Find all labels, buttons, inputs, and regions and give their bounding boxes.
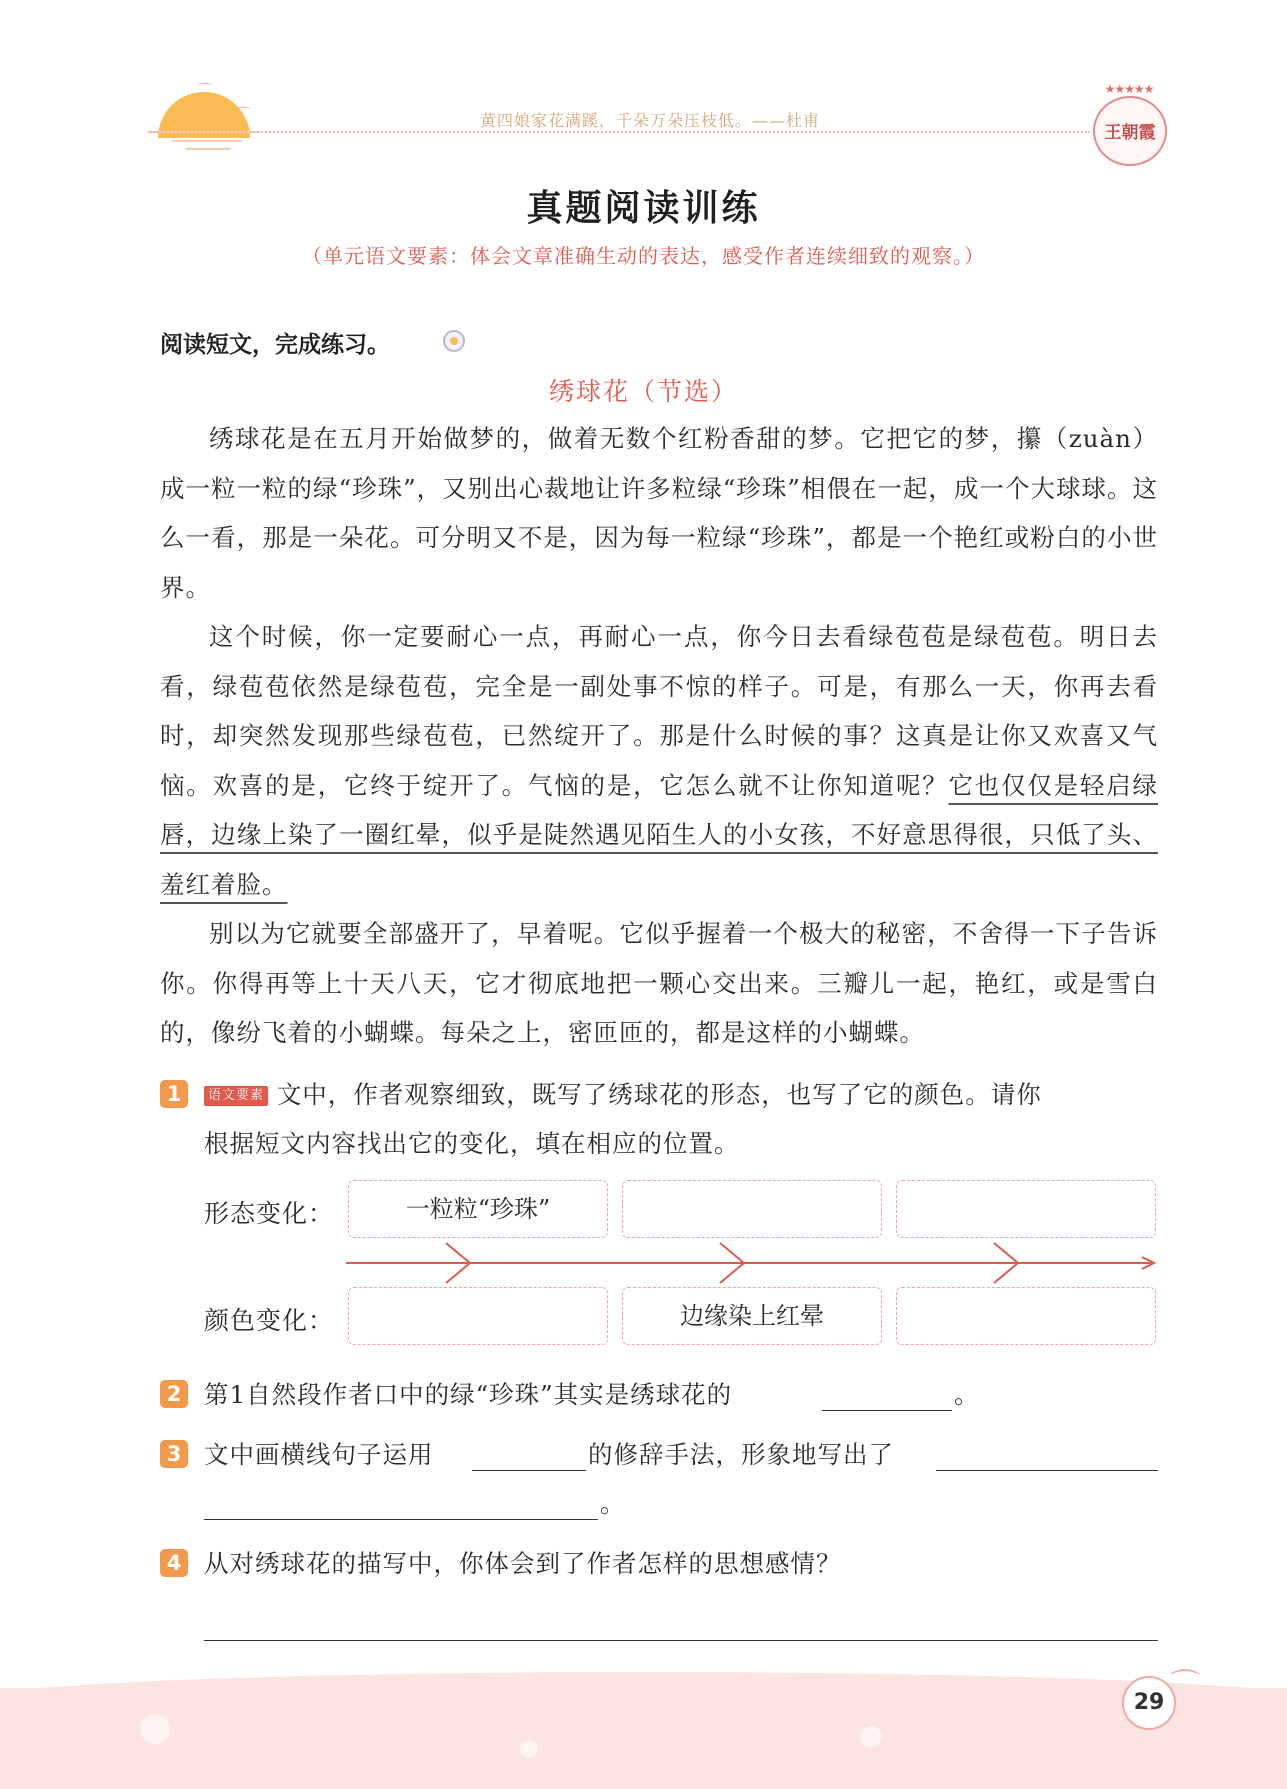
- page-subtitle: （单元语文要素：体会文章准确生动的表达，感受作者连续细致的观察。）: [302, 244, 985, 268]
- teacher-stamp: [1085, 82, 1173, 166]
- question-4-text: 从对绣球花的描写中，你体会到了作者怎样的思想感情？: [204, 1549, 842, 1578]
- color-box-3[interactable]: [896, 1287, 1156, 1345]
- element-tag: 语文要素: [204, 1086, 268, 1106]
- page-number: 29: [1122, 1676, 1176, 1730]
- passage-body: [160, 414, 1158, 1058]
- answer-blank-q3-rhetoric[interactable]: [472, 1470, 586, 1471]
- bubble-decoration: [520, 1740, 538, 1758]
- paragraph-1: 绣球花是在五月开始做梦的，做着无数个红粉香甜的梦。它把它的梦，攥（zuàn）成一粒一粒的绿“珍珠”，又别出心裁地让许多粒绿“珍珠”相偎在一起，成一个大球球。这么一看，那是一朵花。可分明又不是，因为每一粒绿“珍珠”，都是一个艳红或粉白的小世界。: [160, 424, 1158, 602]
- question-3-end: 。: [600, 1489, 626, 1518]
- bird-icon: ⌒: [198, 83, 212, 99]
- lightbulb-icon: [443, 330, 465, 352]
- question-1-text: 文中，作者观察细致，既写了绣球花的形态，也写了它的颜色。请你: [276, 1080, 1042, 1109]
- color-box-1[interactable]: [348, 1287, 608, 1345]
- bubble-decoration: [140, 1714, 170, 1744]
- bubble-decoration: [860, 1726, 882, 1748]
- underlined-sentence: 它也仅仅是轻启绿唇，边缘上染了一圈红晕，似乎是陡然遇见陌生人的小女孩，不好意思得很，只低了头、羞红着脸。: [160, 770, 1159, 899]
- shape-change-label: 形态变化：: [204, 1199, 335, 1228]
- question-2-text: 第1自然段作者口中的绿“珍珠”其实是绣球花的: [204, 1380, 733, 1409]
- header-motto: 黄四娘家花满蹊，千朵万朵压枝低。——杜甫: [479, 111, 820, 130]
- paragraph-2: [160, 612, 1158, 909]
- dolphin-icon: ⌒: [1170, 1668, 1200, 1703]
- stamp-name: 王朝霞: [1104, 123, 1156, 143]
- stars-icon: ★★★★★: [1104, 82, 1154, 96]
- progression-arrow: [346, 1240, 1158, 1286]
- question-2-end: 。: [954, 1380, 980, 1409]
- question-number-2: 2: [160, 1380, 188, 1408]
- paragraph-2-text: 这个时候，你一定要耐心一点，再耐心一点，你今日去看绿苞苞是绿苞苞。明日去看，绿苞苞依然是绿苞苞，完全是一副处事不惊的样子。可是，有那么一天，你再去看时，却突然发现那些绿苞苞，已然绽开了。那是什么时候的事？这真是让你又欢喜又气恼。欢喜的是，它终于绽开了。气恼的是，它怎么就不让你知道呢？: [160, 622, 1158, 800]
- page-title: 真题阅读训练: [526, 188, 761, 229]
- color-box-2[interactable]: 边缘染上红晕: [622, 1287, 882, 1345]
- shape-box-2[interactable]: [622, 1180, 882, 1238]
- shape-box-3[interactable]: [896, 1180, 1156, 1238]
- color-change-label: 颜色变化：: [204, 1306, 335, 1335]
- answer-blank-q3-line1[interactable]: [936, 1470, 1158, 1471]
- question-3-text-a: 文中画横线句子运用: [204, 1440, 434, 1469]
- horizon-line: [172, 140, 242, 142]
- question-number-3: 3: [160, 1440, 188, 1468]
- question-1-line-2: 根据短文内容找出它的变化，填在相应的位置。: [204, 1129, 740, 1158]
- question-3-text-b: 的修辞手法，形象地写出了: [588, 1440, 894, 1469]
- horizon-line: [186, 148, 230, 150]
- bird-icon: ⌒: [236, 107, 250, 123]
- answer-blank-q4[interactable]: [204, 1640, 1158, 1641]
- question-1-line-1: [204, 1070, 1164, 1120]
- answer-blank-q3-line2[interactable]: [204, 1519, 598, 1520]
- passage-title: 绣球花（节选）: [548, 377, 738, 406]
- header-divider: [150, 131, 1090, 133]
- answer-blank-q2[interactable]: [822, 1410, 952, 1411]
- paragraph-3: 别以为它就要全部盛开了，早着呢。它似乎握着一个极大的秘密，不舍得一下子告诉你。你得再等上十天八天，它才彻底地把一颗心交出来。三瓣儿一起，艳红，或是雪白的，像纷飞着的小蝴蝶。每朵之上，密匝匝的，都是这样的小蝴蝶。: [160, 919, 1158, 1047]
- instruction: 阅读短文，完成练习。: [160, 332, 390, 358]
- footer-band: [0, 1688, 1287, 1789]
- question-number-1: 1: [160, 1080, 188, 1108]
- shape-box-1[interactable]: 一粒粒“珍珠”: [348, 1180, 608, 1238]
- question-number-4: 4: [160, 1549, 188, 1577]
